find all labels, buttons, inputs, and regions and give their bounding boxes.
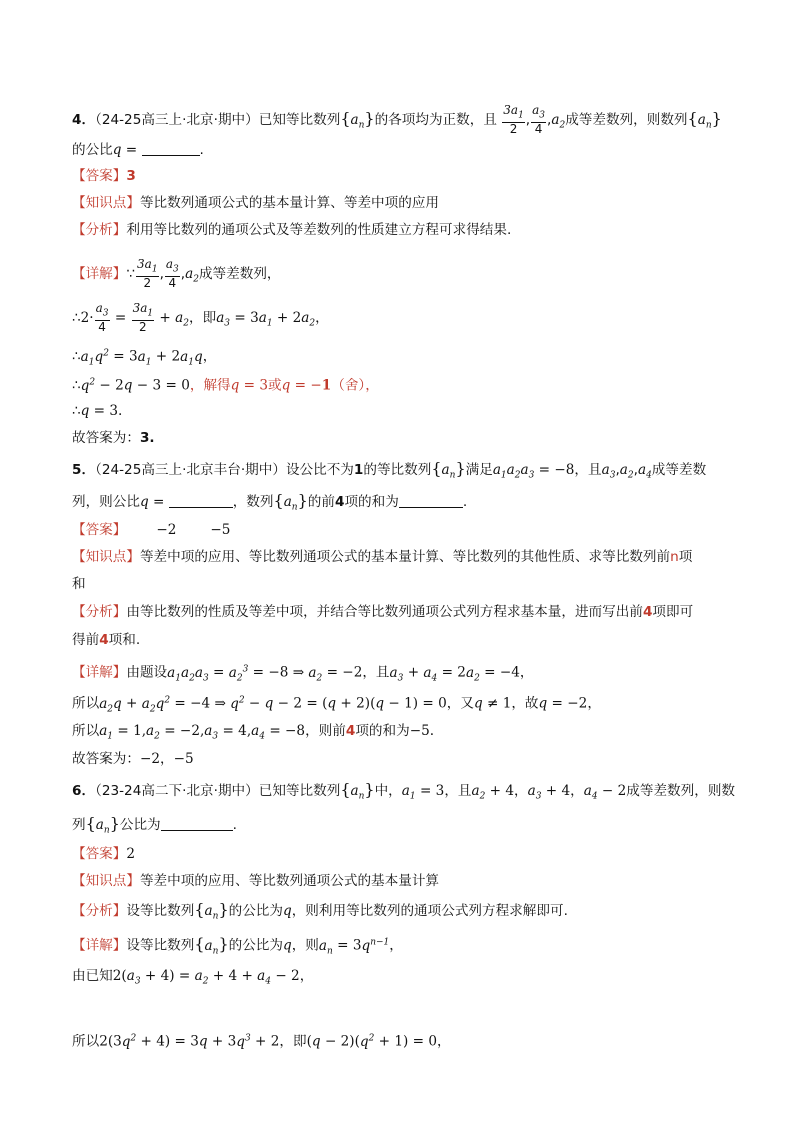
q5-detail-3: 所以$a_1 = 1,a_2 = -2,a_3 = 4,a_4 = -8$，则前4项的和为−5. — [72, 723, 435, 742]
answer-blank — [142, 141, 200, 156]
q4-stem: 4．（24-25高三上·北京·期中）已知等比数列$\{a_n\}$的各项均为正数，且 $\frac{3a_1}{2}$ , $\frac{a_3}{4}$ $,a_2$成等差数列，则数列$\{a_n\}$ — [72, 103, 722, 137]
q4-detail-3: $\therefore a_1q^2 = 3a_1 + 2a_1q$， — [72, 348, 217, 368]
q5-stem-line2: 列，则公比q = ，数列$\{a_n\}$的前4项的和为 . — [72, 491, 468, 513]
q6-answer: 【答案】2 — [72, 846, 136, 862]
q5-answer: 【答案】 −2 −5 — [72, 522, 231, 538]
fraction: $\frac{3a_1}{2}$ — [503, 103, 524, 137]
answer-blank — [161, 816, 233, 831]
q4-answer: 【答案】3 — [72, 168, 136, 184]
q4-knowledge: 【知识点】等比数列通项公式的基本量计算、等差中项的应用 — [72, 195, 440, 211]
q5-final: 故答案为：−2，−5 — [72, 751, 194, 767]
q4-analysis: 【分析】利用等比数列的通项公式及等差数列的性质建立方程可求得结果. — [72, 222, 512, 238]
answer-blank — [169, 493, 233, 508]
q5-analysis-line2: 得前4项和. — [72, 632, 141, 648]
fraction: $\frac{3a_1}{2}$ — [132, 301, 154, 335]
q6-stem-line2: 列$\{a_n\}$公比为 . — [72, 814, 237, 836]
q6-knowledge: 【知识点】等差中项的应用、等比数列通项公式的基本量计算 — [72, 873, 440, 889]
q4-detail-4: $\therefore q^2 - 2q - 3 = 0$，解得q = 3或q = −1（舍）， — [72, 377, 379, 394]
q5-analysis: 【分析】由等比数列的性质及等差中项，并结合等比数列通项公式列方程求基本量，进而写出前4项即可 — [72, 604, 694, 620]
fraction: $\frac{a_3}{4}$ — [95, 301, 109, 335]
q6-analysis: 【分析】设等比数列$\{a_n\}$的公比为q，则利用等比数列的通项公式列方程求解即可. — [72, 900, 568, 922]
q5-detail-2: 所以$a_2q + a_2q^2 = -4$ ⇒ $q^2 - q - 2 = (q + 2)(q - 1) = 0$，又q ≠ 1，故q = −2， — [72, 695, 601, 715]
q5-detail-1: 【详解】由题设$a_1a_2a_3 = a_2^3 = -8$ ⇒ $a_2 = -2$，且$a_3 + a_4 = 2a_2 = -4$， — [72, 664, 534, 684]
q4-detail-1: 【详解】∵ $\frac{3a_1}{2}$ , $\frac{a_3}{4}$ $,a_2$成等差数列， — [72, 257, 281, 291]
q6-stem: 6．（23-24高二下·北京·期中）已知等比数列$\{a_n\}$中，$a_1 = 3$，且$a_2 + 4$，$a_3 + 4$，$a_4 - 2$成等差数列，则数 — [72, 780, 736, 802]
q6-detail-2: 由已知$2(a_3 + 4) = a_2 + 4 + a_4 - 2$， — [72, 968, 314, 987]
q5-knowledge: 【知识点】等差中项的应用、等比数列通项公式的基本量计算、等比数列的其他性质、求等比数列前n项 — [72, 549, 693, 565]
fraction: $\frac{a_3}{4}$ — [532, 103, 546, 137]
q5-stem: 5．（24-25高三上·北京丰台·期中）设公比不为1的等比数列$\{a_n\}$满足$a_1a_2a_3 = -8$，且$a_3,a_2,a_4$成等差数 — [72, 459, 707, 481]
q5-knowledge-line2: 和 — [72, 576, 86, 592]
answer-blank — [399, 493, 463, 508]
q4-stem-line2: 的公比q = . — [72, 142, 204, 158]
q4-final: 故答案为：3. — [72, 430, 155, 446]
q6-detail-3: 所以$2(3q^2 + 4) = 3q + 3q^3 + 2$，即$(q - 2)(q^2 + 1) = 0$， — [72, 1033, 451, 1050]
fraction: $\frac{3a_1}{2}$ — [137, 257, 158, 291]
fraction: $\frac{a_3}{4}$ — [165, 257, 179, 291]
q4-detail-5: ∴q = 3. — [72, 403, 123, 419]
q4-detail-2: ∴2· $\frac{a_3}{4}$ = $\frac{3a_1}{2}$ + $a_2$，即$a_3 = 3a_1 + 2a_2$， — [72, 301, 329, 335]
q6-detail-1: 【详解】设等比数列$\{a_n\}$的公比为q，则$a_n = 3q^{n-1}$， — [72, 934, 403, 957]
